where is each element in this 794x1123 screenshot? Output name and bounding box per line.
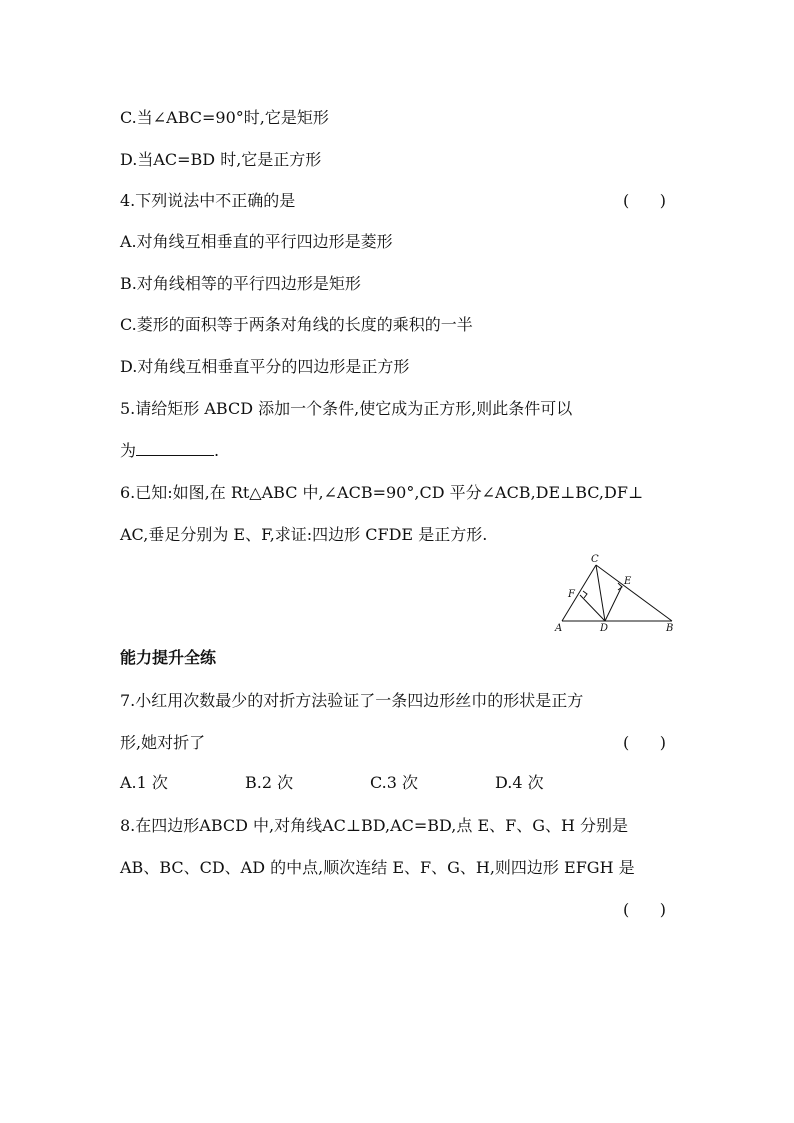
- q3-option-c: C.当∠ABC=90°时,它是矩形: [120, 108, 329, 127]
- q8-line1: 8.在四边形ABCD 中,对角线AC⊥BD,AC=BD,点 E、F、G、H 分别是: [120, 816, 629, 835]
- label-c: C: [591, 554, 599, 565]
- q8-line2: AB、BC、CD、AD 的中点,顺次连结 E、F、G、H,则四边形 EFGH 是: [120, 858, 635, 877]
- q7-options: [120, 773, 544, 793]
- q6-line1: 6.已知:如图,在 Rt△ABC 中,∠ACB=90°,CD 平分∠ACB,DE⊥BC,DF⊥: [120, 483, 643, 502]
- label-f: F: [568, 589, 575, 600]
- label-e: E: [624, 576, 632, 587]
- q5-period: .: [214, 441, 220, 460]
- label-a: A: [555, 623, 563, 634]
- perp-de: [605, 586, 622, 621]
- triangle-figure: [550, 553, 690, 635]
- q5-line2: [120, 441, 219, 461]
- label-d: D: [600, 623, 609, 634]
- q4-option-a: A.对角线互相垂直的平行四边形是菱形: [120, 232, 393, 251]
- right-angle-f: [583, 591, 587, 598]
- q5-line1: 5.请给矩形 ABCD 添加一个条件,使它成为正方形,则此条件可以: [120, 399, 573, 418]
- q7-option-b: B.2 次: [245, 773, 294, 792]
- q3-option-d: D.当AC=BD 时,它是正方形: [120, 150, 322, 169]
- q6-line2: AC,垂足分别为 E、F,求证:四边形 CFDE 是正方形.: [120, 525, 488, 544]
- q5-prefix: 为: [120, 441, 137, 460]
- q4-option-b: B.对角线相等的平行四边形是矩形: [120, 274, 361, 293]
- q4-option-c: C.菱形的面积等于两条对角线的长度的乘积的一半: [120, 315, 473, 334]
- label-b: B: [666, 623, 674, 634]
- section-title: 能力提升全练: [120, 648, 217, 667]
- q7-line1: 7.小红用次数最少的对折方法验证了一条四边形丝巾的形状是正方: [120, 691, 584, 710]
- q7-answer-paren: ( ): [623, 733, 666, 752]
- q4-answer-paren: ( ): [623, 191, 666, 210]
- side-bc: [596, 565, 672, 621]
- q7-option-d: D.4 次: [495, 773, 544, 792]
- answer-blank: [136, 441, 214, 456]
- q7-option-a: A.1 次: [120, 773, 168, 792]
- q4-option-d: D.对角线互相垂直平分的四边形是正方形: [120, 357, 410, 376]
- q7-line2: 形,她对折了: [120, 733, 206, 752]
- q8-answer-paren: ( ): [623, 900, 666, 919]
- q4-stem: 4.下列说法中不正确的是: [120, 191, 296, 210]
- q7-option-c: C.3 次: [370, 773, 419, 792]
